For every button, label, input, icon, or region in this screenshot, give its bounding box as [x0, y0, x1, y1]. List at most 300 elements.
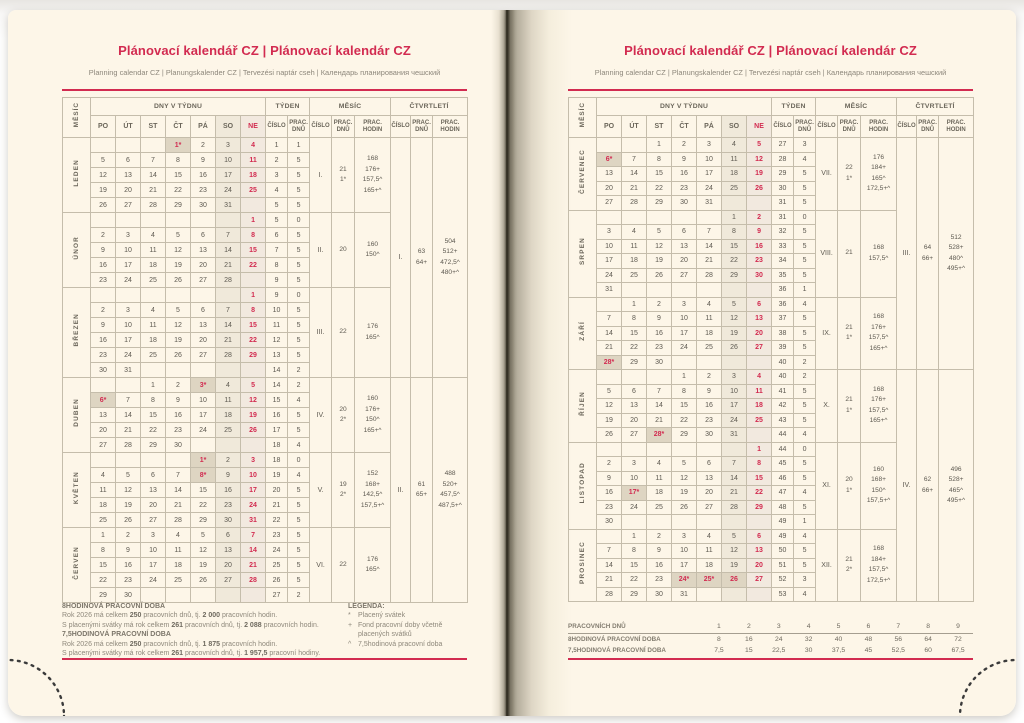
day-cell: 6	[191, 228, 216, 243]
week-number: 31	[772, 196, 794, 211]
day-cell: 8	[91, 543, 116, 558]
cumulative-value: 22,5	[772, 647, 786, 655]
day-cell	[597, 138, 622, 153]
month-number: VI.	[310, 528, 332, 603]
month-workhours: 160 176+ 150^ 165+^	[355, 378, 391, 453]
day-cell	[241, 198, 266, 213]
day-cell: 8	[241, 303, 266, 318]
page-title: Plánovací kalendář CZ | Plánovací kalendár CZ	[118, 43, 411, 58]
day-cell: 10	[116, 318, 141, 333]
cumulative-value: 7	[896, 623, 901, 631]
week-workdays: 5	[288, 198, 310, 213]
day-cell: 1	[672, 370, 697, 385]
day-cell: 25	[722, 181, 747, 196]
day-cell: 14	[216, 318, 241, 333]
day-cell: 23	[166, 423, 191, 438]
day-cell: 21	[116, 423, 141, 438]
day-cell: 26	[116, 513, 141, 528]
day-cell: 30	[647, 587, 672, 602]
day-cell: 24	[141, 573, 166, 588]
day-cell: 23	[191, 183, 216, 198]
day-cell	[91, 378, 116, 393]
work-time-line: S placenými svátky má rok celkem 261 pracovních dnů, tj. 1 957,5 pracovní hodiny.	[62, 650, 321, 658]
day-cell: 27	[216, 573, 241, 588]
week-number: 47	[772, 486, 794, 501]
day-cell: 2	[116, 528, 141, 543]
day-cell	[116, 138, 141, 153]
day-cell: 22	[622, 573, 647, 588]
day-cell: 11	[697, 312, 722, 327]
quarter-number: III.	[897, 138, 917, 370]
day-cell: 13	[116, 168, 141, 183]
work-time-line: S placenými svátky má rok celkem 261 pracovních dnů, tj. 2 088 pracovních hodin.	[62, 621, 319, 629]
day-cell: 2	[191, 138, 216, 153]
month-workdays: 22	[332, 288, 355, 378]
quarter-workhours: 504 512+ 472,5^ 480+^	[433, 138, 468, 378]
month-workhours: 160 168+ 150^ 157,5+^	[861, 442, 897, 529]
week-workdays: 2	[288, 588, 310, 603]
cumulative-value: 9	[956, 623, 960, 631]
day-cell: 22	[722, 254, 747, 269]
day-cell: 24	[722, 413, 747, 428]
day-cell: 18	[697, 558, 722, 573]
legend-item	[348, 640, 466, 649]
day-cell: 29	[191, 513, 216, 528]
day-cell: 26	[91, 198, 116, 213]
day-cell: 27	[191, 273, 216, 288]
day-cell: 18	[141, 258, 166, 273]
day-cell: 9	[697, 384, 722, 399]
day-cell: 10	[116, 243, 141, 258]
day-name-header: NE	[747, 116, 772, 138]
day-cell: 26	[722, 573, 747, 588]
day-cell	[166, 288, 191, 303]
cumulative-value: 48	[864, 635, 873, 643]
corner-perforation-arc	[956, 656, 1016, 716]
day-cell: 29	[91, 588, 116, 603]
day-cell: 13	[216, 543, 241, 558]
day-cell: 25	[91, 513, 116, 528]
day-cell: 23	[647, 341, 672, 356]
month-label: ÚNOR	[63, 213, 91, 288]
day-cell: 22	[91, 573, 116, 588]
day-cell: 18	[647, 486, 672, 501]
week-workdays: 5	[794, 268, 816, 283]
day-cell	[747, 428, 772, 443]
day-cell: 9	[166, 393, 191, 408]
day-cell: 16	[91, 258, 116, 273]
week-workdays: 5	[794, 196, 816, 211]
day-cell: 25*	[697, 573, 722, 588]
subcolumn-header: PRAC. HODIN	[861, 116, 897, 138]
page-title: Plánovací kalendář CZ | Plánovací kalendár CZ	[624, 43, 917, 58]
week-workdays: 0	[794, 210, 816, 225]
day-cell: 28	[697, 268, 722, 283]
week-workdays: 5	[288, 423, 310, 438]
day-cell: 9	[216, 468, 241, 483]
day-cell: 30	[697, 428, 722, 443]
day-cell: 14	[597, 326, 622, 341]
month-workhours: 176 165^	[355, 528, 391, 603]
day-cell	[191, 363, 216, 378]
day-cell: 16	[216, 483, 241, 498]
cumulative-value: 8	[926, 623, 931, 631]
day-cell: 17	[597, 254, 622, 269]
day-name-header: PO	[91, 116, 116, 138]
day-cell: 29	[622, 355, 647, 370]
right-page	[506, 10, 1016, 716]
day-cell: 5	[166, 228, 191, 243]
week-workdays: 2	[794, 355, 816, 370]
day-cell: 22	[241, 333, 266, 348]
day-cell: 13	[191, 243, 216, 258]
day-cell: 12	[722, 312, 747, 327]
cumulative-value: 37,5	[831, 647, 846, 655]
month-label: SRPEN	[569, 210, 597, 297]
day-cell: 6	[697, 457, 722, 472]
day-name-header: PÁ	[191, 116, 216, 138]
day-cell: 27	[622, 428, 647, 443]
title-rule	[568, 89, 973, 91]
day-cell: 21	[216, 333, 241, 348]
week-number: 39	[772, 341, 794, 356]
day-cell	[241, 273, 266, 288]
week-number: 22	[266, 513, 288, 528]
day-cell: 16	[166, 408, 191, 423]
week-number: 31	[772, 210, 794, 225]
day-cell: 18	[216, 408, 241, 423]
day-cell: 7	[241, 528, 266, 543]
day-cell	[747, 196, 772, 211]
day-cell	[116, 288, 141, 303]
day-cell: 4	[141, 228, 166, 243]
week-workdays: 0	[288, 288, 310, 303]
day-cell: 4	[747, 370, 772, 385]
day-cell	[697, 587, 722, 602]
month-workdays: 21 1*	[332, 138, 355, 213]
page-subtitle: Planning calendar CZ | Planungskalender CZ | Tervezési naptár cseh | Календарь планирования чешский	[88, 68, 441, 77]
day-cell	[722, 283, 747, 298]
month-number: VIII.	[816, 210, 838, 297]
legend-symbol: ^	[348, 640, 352, 648]
week-number: 17	[266, 423, 288, 438]
day-cell: 29	[672, 428, 697, 443]
day-cell	[141, 363, 166, 378]
cumulative-row	[568, 621, 973, 634]
day-cell: 12	[647, 239, 672, 254]
subcolumn-header: PRAC. HODIN	[433, 116, 468, 138]
day-cell: 13	[141, 483, 166, 498]
day-cell	[722, 587, 747, 602]
day-cell	[216, 363, 241, 378]
week-group-header: TÝDEN	[772, 98, 816, 116]
cumulative-value: 40	[834, 635, 843, 643]
day-cell	[622, 138, 647, 153]
day-cell	[672, 515, 697, 530]
legend-text: Placený svátek	[358, 612, 406, 620]
day-cell: 7	[141, 153, 166, 168]
week-number: 35	[772, 268, 794, 283]
month-workhours: 168 176+ 157,5^ 165+^	[861, 370, 897, 443]
day-cell: 26	[241, 423, 266, 438]
days-group-header: DNY V TÝDNU	[597, 98, 772, 116]
day-cell	[722, 355, 747, 370]
day-cell: 15	[722, 239, 747, 254]
day-cell	[697, 442, 722, 457]
week-workdays: 0	[288, 453, 310, 468]
day-cell: 15	[166, 168, 191, 183]
day-cell: 4	[141, 303, 166, 318]
day-cell: 10	[672, 312, 697, 327]
day-cell: 13	[191, 318, 216, 333]
day-cell: 5	[166, 303, 191, 318]
day-cell: 17	[722, 399, 747, 414]
day-cell	[91, 288, 116, 303]
week-number: 44	[772, 428, 794, 443]
day-cell	[672, 283, 697, 298]
day-cell: 8	[141, 393, 166, 408]
month-workhours: 168 157,5^	[861, 210, 897, 297]
day-cell: 5	[116, 468, 141, 483]
day-cell: 24	[697, 181, 722, 196]
day-cell: 9	[191, 153, 216, 168]
day-cell: 16	[672, 167, 697, 182]
day-cell: 24	[597, 268, 622, 283]
day-cell: 28*	[597, 355, 622, 370]
day-cell: 24*	[672, 573, 697, 588]
week-workdays: 5	[288, 243, 310, 258]
day-cell: 30	[166, 438, 191, 453]
day-cell: 6	[622, 384, 647, 399]
day-cell: 19	[241, 408, 266, 423]
day-cell: 17	[116, 258, 141, 273]
week-workdays: 5	[288, 513, 310, 528]
day-cell: 13	[597, 167, 622, 182]
week-workdays: 4	[794, 529, 816, 544]
week-workdays: 5	[794, 399, 816, 414]
working-time-notes	[62, 602, 467, 658]
day-cell: 9	[747, 225, 772, 240]
day-cell: 19	[672, 486, 697, 501]
month-workhours: 160 150^	[355, 213, 391, 288]
day-cell: 20	[116, 183, 141, 198]
week-workdays: 5	[288, 183, 310, 198]
day-cell: 3*	[191, 378, 216, 393]
day-cell: 1	[722, 210, 747, 225]
day-cell: 27	[697, 500, 722, 515]
day-cell: 30	[672, 196, 697, 211]
legend-symbol: +	[348, 621, 353, 629]
day-name-header: PÁ	[697, 116, 722, 138]
cumulative-value: 15	[745, 647, 753, 655]
day-cell: 20	[622, 413, 647, 428]
week-number: 15	[266, 393, 288, 408]
week-number: 29	[772, 167, 794, 182]
day-cell: 7	[697, 225, 722, 240]
day-cell: 3	[141, 528, 166, 543]
month-number: XI.	[816, 442, 838, 529]
cumulative-row-label: 8HODINOVÁ PRACOVNÍ DOBA	[568, 635, 661, 643]
day-cell: 22	[141, 423, 166, 438]
day-cell: 23	[697, 413, 722, 428]
week-number: 40	[772, 355, 794, 370]
day-cell: 17	[672, 326, 697, 341]
day-cell	[191, 288, 216, 303]
subcolumn-header: PRAC. HODIN	[355, 116, 391, 138]
day-cell	[722, 196, 747, 211]
subcolumn-header: ČÍSLO	[772, 116, 794, 138]
week-workdays: 5	[794, 558, 816, 573]
day-cell	[697, 355, 722, 370]
week-number: 23	[266, 528, 288, 543]
day-cell: 18	[166, 558, 191, 573]
planning-table	[62, 97, 468, 603]
week-number: 13	[266, 348, 288, 363]
day-cell: 22	[747, 486, 772, 501]
day-cell: 6*	[597, 152, 622, 167]
day-cell	[722, 442, 747, 457]
day-cell: 15	[91, 558, 116, 573]
day-cell: 9	[647, 544, 672, 559]
cumulative-value: 7,5	[714, 647, 724, 655]
day-cell: 6	[672, 225, 697, 240]
day-cell: 3	[116, 228, 141, 243]
day-cell: 18	[747, 399, 772, 414]
month-number: I.	[310, 138, 332, 213]
week-workdays: 0	[288, 213, 310, 228]
day-cell: 12	[166, 318, 191, 333]
day-cell: 7	[722, 457, 747, 472]
day-cell: 23	[647, 573, 672, 588]
month-label: PROSINEC	[569, 529, 597, 602]
cumulative-value: 16	[745, 635, 753, 643]
week-workdays: 5	[288, 258, 310, 273]
week-number: 16	[266, 408, 288, 423]
day-name-header: ÚT	[116, 116, 141, 138]
day-cell: 1	[91, 528, 116, 543]
cumulative-value: 72	[954, 635, 962, 643]
day-cell: 21	[141, 183, 166, 198]
day-cell: 19	[597, 413, 622, 428]
quarter-group-header: ČTVRTLETÍ	[391, 98, 468, 116]
day-cell	[622, 442, 647, 457]
day-cell	[597, 210, 622, 225]
day-cell	[597, 297, 622, 312]
day-cell: 14	[697, 239, 722, 254]
day-cell: 28	[116, 438, 141, 453]
week-workdays: 4	[794, 587, 816, 602]
day-cell	[672, 442, 697, 457]
month-workdays: 19 2*	[332, 453, 355, 528]
day-cell	[91, 138, 116, 153]
week-workdays: 0	[794, 442, 816, 457]
week-number: 49	[772, 515, 794, 530]
day-cell: 31	[241, 513, 266, 528]
legend-symbol: *	[348, 612, 351, 620]
day-cell: 4	[241, 138, 266, 153]
week-workdays: 5	[794, 167, 816, 182]
quarter-workdays: 61 65+	[411, 378, 433, 603]
day-cell: 3	[216, 138, 241, 153]
day-cell	[747, 283, 772, 298]
day-cell: 29	[166, 198, 191, 213]
week-number: 5	[266, 213, 288, 228]
day-cell: 30	[597, 515, 622, 530]
day-cell: 5	[241, 378, 266, 393]
day-cell	[91, 453, 116, 468]
day-cell: 25	[141, 273, 166, 288]
day-cell: 30	[747, 268, 772, 283]
day-cell: 12	[191, 543, 216, 558]
day-cell: 11	[722, 152, 747, 167]
day-cell: 25	[166, 573, 191, 588]
week-number: 34	[772, 254, 794, 269]
day-cell: 15	[747, 471, 772, 486]
days-group-header: DNY V TÝDNU	[91, 98, 266, 116]
day-cell: 11	[91, 483, 116, 498]
week-workdays: 4	[288, 393, 310, 408]
day-cell	[141, 588, 166, 603]
week-workdays: 3	[794, 138, 816, 153]
month-number: II.	[310, 213, 332, 288]
day-cell: 23	[597, 500, 622, 515]
week-number: 42	[772, 399, 794, 414]
day-cell: 22	[672, 413, 697, 428]
bottom-rule	[568, 658, 973, 660]
day-cell: 19	[166, 258, 191, 273]
day-cell: 8	[722, 225, 747, 240]
week-number: 50	[772, 544, 794, 559]
cumulative-value: 67,5	[951, 647, 965, 655]
day-cell: 22	[622, 341, 647, 356]
day-cell: 16	[191, 168, 216, 183]
week-workdays: 4	[288, 438, 310, 453]
planning-table-left-wrap	[62, 97, 467, 603]
week-number: 45	[772, 457, 794, 472]
week-number: 5	[266, 198, 288, 213]
day-cell: 20	[191, 258, 216, 273]
day-cell: 19	[116, 498, 141, 513]
day-cell: 10	[697, 152, 722, 167]
week-workdays: 5	[288, 528, 310, 543]
cumulative-value: 64	[924, 635, 932, 643]
day-cell: 21	[241, 558, 266, 573]
day-cell: 14	[722, 471, 747, 486]
day-cell: 5	[722, 297, 747, 312]
month-workdays: 21 1*	[838, 297, 861, 370]
week-workdays: 1	[794, 283, 816, 298]
day-cell: 16	[597, 486, 622, 501]
day-cell: 5	[91, 153, 116, 168]
week-workdays: 2	[794, 370, 816, 385]
day-cell: 19	[747, 167, 772, 182]
day-cell: 24	[622, 500, 647, 515]
day-cell	[91, 213, 116, 228]
week-workdays: 4	[794, 297, 816, 312]
day-name-header: SO	[722, 116, 747, 138]
day-cell: 19	[191, 558, 216, 573]
day-cell: 7	[216, 228, 241, 243]
day-cell: 27	[747, 341, 772, 356]
day-cell: 18	[91, 498, 116, 513]
cumulative-value: 8	[717, 635, 721, 643]
week-number: 46	[772, 471, 794, 486]
day-cell: 29	[722, 268, 747, 283]
week-workdays: 5	[794, 413, 816, 428]
day-cell	[166, 363, 191, 378]
day-cell: 12	[91, 168, 116, 183]
day-cell: 19	[722, 558, 747, 573]
